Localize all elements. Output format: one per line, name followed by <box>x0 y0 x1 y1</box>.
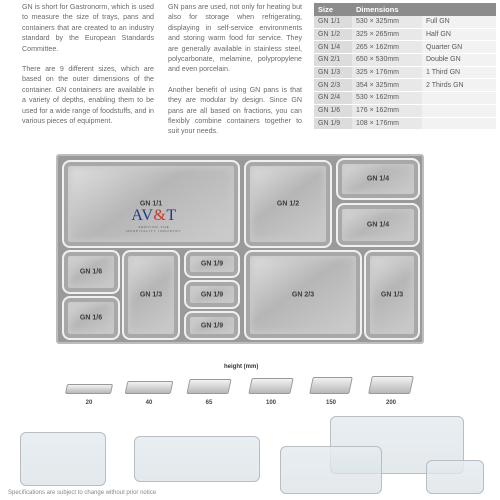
pan-label: GN 1/6 <box>79 314 103 322</box>
pan-label: GN 1/4 <box>366 221 390 229</box>
table-row <box>314 92 496 105</box>
pan-gn-1-6 <box>62 250 120 294</box>
pan-label: GN 1/9 <box>200 260 224 268</box>
polycarbonate-pan-image <box>20 432 106 486</box>
pan-gn-1-9 <box>184 311 240 340</box>
pan-profile-icon <box>309 377 353 394</box>
depth-value: 40 <box>145 400 153 406</box>
pan-gn-1-6 <box>62 296 120 340</box>
pan-label: GN 1/4 <box>366 175 390 183</box>
pan-gn-1-9 <box>184 280 240 309</box>
cell-size: GN 1/6 <box>314 104 352 117</box>
cell-size: GN 1/3 <box>314 66 352 79</box>
cell-dimensions: 650 × 530mm <box>352 54 422 67</box>
cell-dimensions: 530 × 162mm <box>352 92 422 105</box>
depth-item <box>366 376 416 406</box>
depth-value: 150 <box>325 400 336 406</box>
header-name <box>422 3 496 16</box>
pan-gn-1-3 <box>364 250 420 340</box>
table-row <box>314 28 496 41</box>
gn-size-table <box>314 3 496 130</box>
depth-item <box>306 376 356 406</box>
pan-gn-1-1 <box>62 160 240 248</box>
intro-paragraph: There are 9 different sizes, which are based on the outer dimensions of the container. GN containers are available in a variety of depths, enabling them to be used for a wide range of foodstuffs, and in various pieces of equipment. <box>22 65 154 126</box>
table-header-row <box>314 3 496 16</box>
table-row <box>314 104 496 117</box>
cell-dimensions: 354 × 325mm <box>352 79 422 92</box>
cell-size: GN 2/4 <box>314 92 352 105</box>
depth-item <box>246 376 296 406</box>
polycarbonate-pan-image <box>426 460 484 494</box>
polycarbonate-pan-image <box>134 436 260 482</box>
depth-item <box>64 376 114 406</box>
table-row <box>314 79 496 92</box>
pan-gn-1-4 <box>336 203 420 247</box>
pan-label: GN 1/9 <box>200 291 224 298</box>
depth-item <box>184 376 234 406</box>
header-size: Size <box>314 3 352 16</box>
pan-profile-icon <box>248 378 293 394</box>
depth-value: 200 <box>385 400 396 406</box>
cell-name: Double GN <box>422 54 496 67</box>
gastronorm-tray-photo <box>56 154 424 344</box>
cell-dimensions: 325 × 176mm <box>352 66 422 79</box>
pan-gn-1-9 <box>184 250 240 278</box>
avt-logo <box>124 207 184 233</box>
cell-dimensions: 176 × 162mm <box>352 104 422 117</box>
cell-name <box>422 117 496 130</box>
cell-size: GN 1/2 <box>314 28 352 41</box>
pan-profile-icon <box>186 379 231 394</box>
height-label: height (mm) <box>224 364 259 370</box>
cell-size: GN 1/9 <box>314 117 352 130</box>
cell-size: GN 1/1 <box>314 16 352 28</box>
table-row <box>314 54 496 67</box>
logo-mark: T <box>166 207 177 224</box>
cell-name: Full GN <box>422 16 496 28</box>
cell-name: 2 Thirds GN <box>422 79 496 92</box>
cell-name: Half GN <box>422 28 496 41</box>
logo-tagline: SERVING THE HOSPITALITY INDUSTRY <box>126 225 182 233</box>
pan-label: GN 1/3 <box>380 291 404 299</box>
intro-paragraph: GN pans are used, not only for heating but also for storage when refrigerating, displaying in self-service environments and storing warm food for service. They are generally available in stainless steel, polycarbonate, melamine, polypropylene and even porcelain. <box>168 3 302 74</box>
pan-label: GN 1/2 <box>276 200 300 208</box>
logo-ampersand: & <box>153 207 167 224</box>
table-row <box>314 41 496 54</box>
table-row <box>314 66 496 79</box>
depth-item <box>124 376 174 406</box>
cell-dimensions: 108 × 176mm <box>352 117 422 130</box>
intro-paragraph: GN is short for Gastronorm, which is used to measure the size of trays, pans and containers that are created to an industry standard by the European Standards Committee. <box>22 3 154 53</box>
cell-name: 1 Third GN <box>422 66 496 79</box>
pan-profile-icon <box>65 384 113 394</box>
polycarbonate-pan-image <box>280 446 382 494</box>
cell-name <box>422 92 496 105</box>
pan-gn-1-2 <box>244 160 332 248</box>
pan-gn-1-3 <box>122 250 180 340</box>
intro-column-2 <box>168 2 302 147</box>
cell-name: Quarter GN <box>422 41 496 54</box>
intro-column-1 <box>22 2 154 136</box>
cell-dimensions: 325 × 265mm <box>352 28 422 41</box>
pan-gn-2-3 <box>244 250 362 340</box>
pan-label: GN 1/3 <box>139 291 163 299</box>
cell-dimensions: 265 × 162mm <box>352 41 422 54</box>
depth-value: 20 <box>85 400 93 406</box>
cell-name <box>422 104 496 117</box>
pan-label: GN 1/9 <box>200 322 224 329</box>
table-row <box>314 117 496 130</box>
pan-gn-1-4 <box>336 158 420 200</box>
pan-label: GN 2/3 <box>291 291 315 299</box>
pan-label: GN 1/1 <box>139 200 163 208</box>
cell-size: GN 2/1 <box>314 54 352 67</box>
header-dimensions: Dimensions <box>352 3 422 16</box>
pan-profile-icon <box>125 381 174 394</box>
depth-value: 100 <box>265 400 276 406</box>
pan-profile-icon <box>368 376 414 394</box>
cell-size: GN 2/3 <box>314 79 352 92</box>
cell-size: GN 1/4 <box>314 41 352 54</box>
cell-dimensions: 530 × 325mm <box>352 16 422 28</box>
logo-mark: AV <box>131 207 154 224</box>
depth-value: 65 <box>205 400 213 406</box>
intro-paragraph: Another benefit of using GN pans is that they are modular by design. Since GN pans are all based on fractions, you can flexibly combine containers together to suit your needs. <box>168 85 302 136</box>
table-row <box>314 16 496 28</box>
footer-note: Specifications are subject to change without prior notice <box>8 490 157 496</box>
pan-label: GN 1/6 <box>79 268 103 276</box>
